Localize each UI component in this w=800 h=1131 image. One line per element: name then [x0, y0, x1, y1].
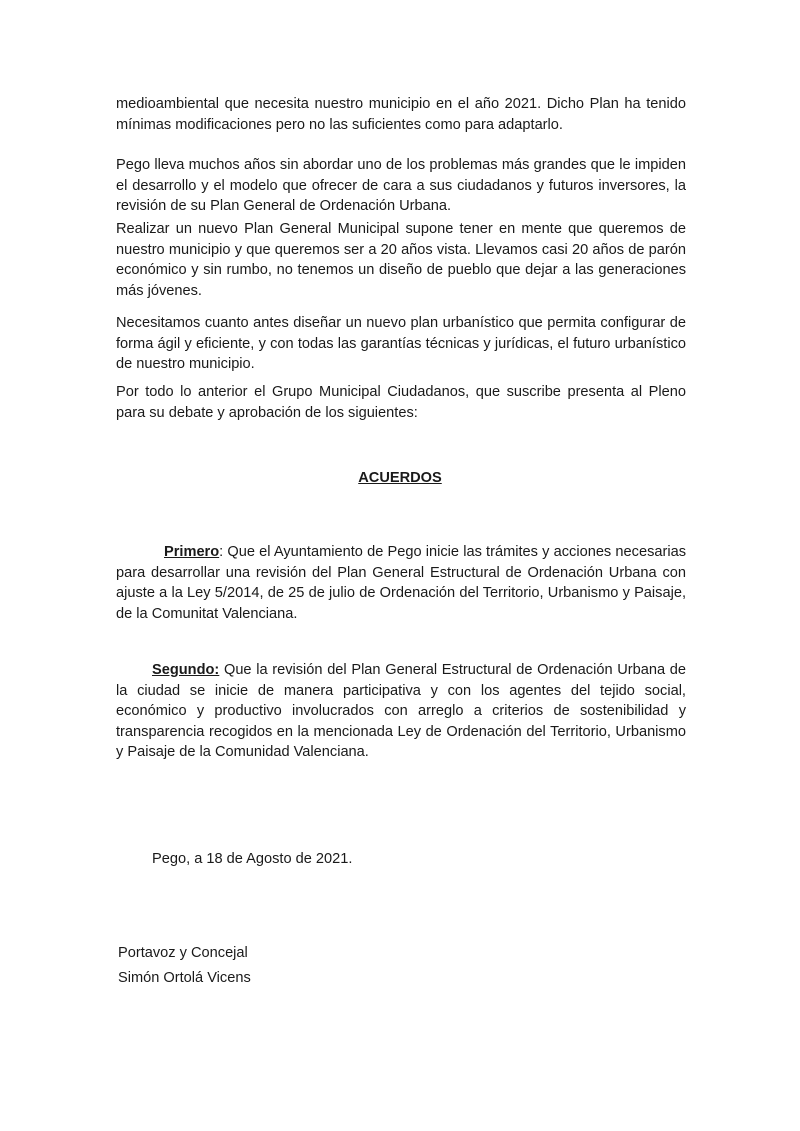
agreement-first — [116, 542, 686, 624]
signature-name: Simón Ortolá Vicens — [118, 970, 251, 986]
place-date: Pego, a 18 de Agosto de 2021. — [152, 851, 353, 867]
signature-role: Portavoz y Concejal — [118, 945, 248, 961]
paragraph-new-plan: Realizar un nuevo Plan General Municipal supone tener en mente que queremos de nuestro municipio y que queremos ser a 20 años vista. Llevamos casi 20 años de parón económico y sin rumbo, no tenemos un diseño de pueblo que dejar a las generaciones más jóvenes. — [116, 221, 686, 299]
paragraph-intro-continuation: medioambiental que necesita nuestro municipio en el año 2021. Dicho Plan ha tenido mínimas modificaciones pero no las suficientes como para adaptarlo. — [116, 96, 686, 133]
agreements-heading: ACUERDOS — [358, 470, 442, 486]
agreement-second-label: Segundo: — [152, 662, 220, 678]
paragraph-pego-problem: Pego lleva muchos años sin abordar uno de los problemas más grandes que le impiden el desarrollo y el modelo que ofrecer de cara a sus ciudadanos y futuros inversores, la revisión de su Plan General de Ordenación Urbana. — [116, 157, 686, 214]
agreement-second — [116, 660, 686, 763]
agreement-second-text: Que la revisión del Plan General Estructural de Ordenación Urbana de la ciudad se inicie de manera participativa y con los agentes del tejido social, económico y productivo involucrados con arreglo a criterios de sostenibilidad y transparencia recogidos en la mencionada Ley de Ordenación del Territorio, Urbanismo y Paisaje de la Comunidad Valenciana. — [116, 662, 686, 760]
paragraph-need-urban-plan: Necesitamos cuanto antes diseñar un nuevo plan urbanístico que permita configurar de forma ágil y eficiente, y con todas las garantías técnicas y jurídicas, el futuro urbanístico de nuestro municipio. — [116, 315, 686, 372]
paragraph-proposal: Por todo lo anterior el Grupo Municipal Ciudadanos, que suscribe presenta al Pleno para su debate y aprobación de los siguientes: — [116, 384, 686, 421]
agreement-first-separator: : — [219, 544, 224, 560]
agreement-first-text: Que el Ayuntamiento de Pego inicie las trámites y acciones necesarias para desarrollar una revisión del Plan General Estructural de Ordenación Urbana con ajuste a la Ley 5/2014, de 25 de julio de Ordenación del Territorio, Urbanismo y Paisaje, de la Comunitat Valenciana. — [116, 544, 686, 622]
agreement-first-label: Primero — [164, 544, 220, 560]
